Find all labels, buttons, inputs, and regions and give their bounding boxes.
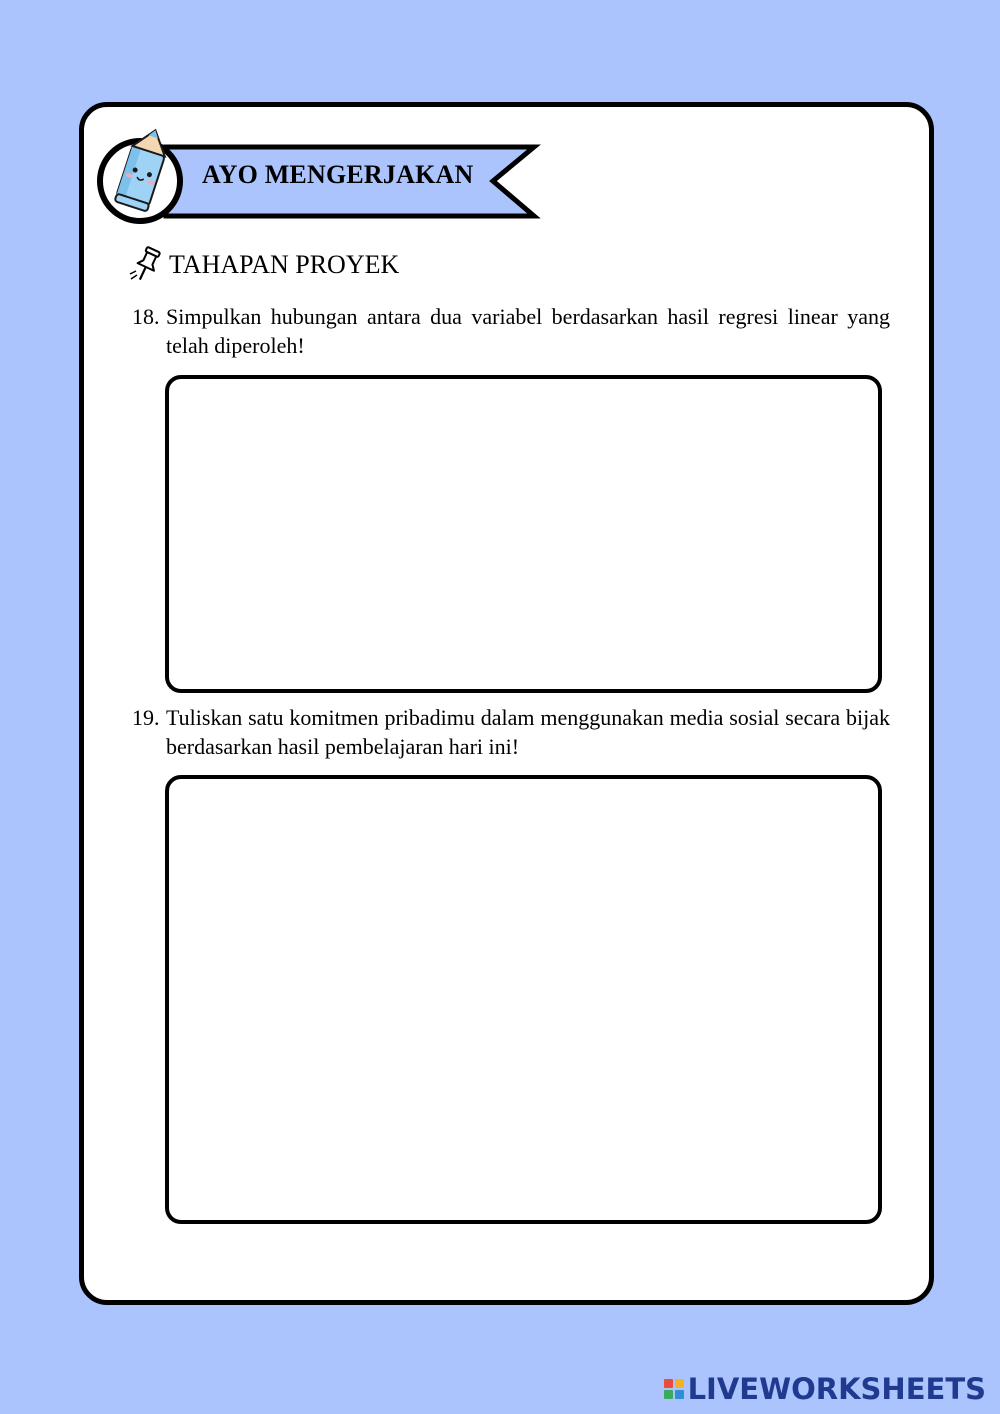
- question-number: 18.: [132, 304, 160, 329]
- section-title: TAHAPAN PROYEK: [169, 250, 400, 279]
- banner-title: AYO MENGERJAKAN: [202, 160, 474, 189]
- question-text: Simpulkan hubungan antara dua variabel berdasarkan hasil regresi linear yang telah diperoleh!: [166, 304, 890, 358]
- watermark-text: LIVEWORKSHEETS: [687, 1372, 986, 1406]
- question-number: 19.: [132, 705, 160, 730]
- answer-box-19[interactable]: [165, 775, 882, 1224]
- liveworksheets-watermark: [664, 1372, 986, 1406]
- question-18: [132, 302, 890, 360]
- question-19: [132, 703, 890, 761]
- answer-box-18[interactable]: [165, 375, 882, 693]
- question-text: Tuliskan satu komitmen pribadimu dalam menggunakan media sosial secara bijak berdasarkan hasil pembelajaran hari ini!: [166, 705, 890, 759]
- pushpin-icon: [127, 244, 165, 284]
- liveworksheets-logo-icon: [664, 1379, 684, 1399]
